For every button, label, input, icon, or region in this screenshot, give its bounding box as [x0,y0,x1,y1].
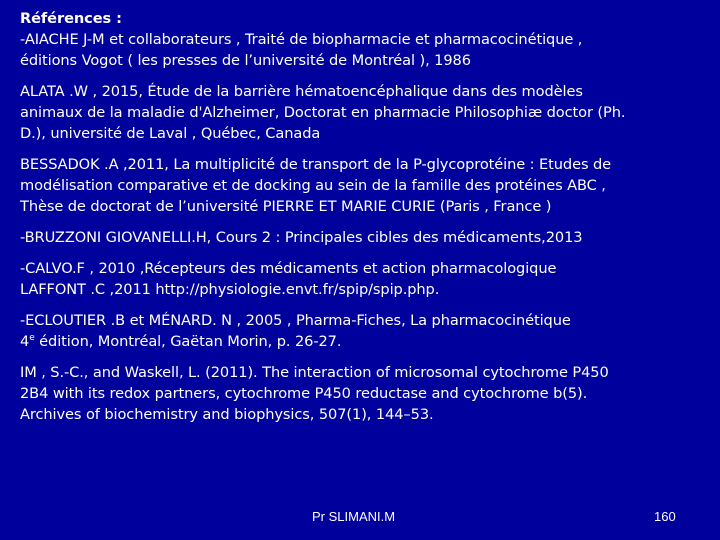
reference-line: -CALVO.F , 2010 ,Récepteurs des médicaments et action pharmacologique [20,260,557,277]
reference-line: Thèse de doctorat de l’université PIERRE ET MARIE CURIE (Paris , France ) [20,198,552,215]
reference-alata [20,81,710,144]
reference-bruzzoni [20,227,710,248]
edition-superscript: e [29,333,35,343]
footer-author: Pr SLIMANI.M [312,509,396,524]
page-number: 160 [654,509,676,524]
reference-edition-line [20,331,710,352]
reference-line: D.), université de Laval , Québec, Canada [20,125,321,142]
reference-line: BESSADOK .A ,2011, La multiplicité de transport de la P-glycoprotéine : Etudes de [20,156,612,173]
reference-line: Archives of biochemistry and biophysics, 507(1), 144–53. [20,406,434,423]
edition-details: édition, Montréal, Gaëtan Morin, p. 26-27. [34,333,342,350]
reference-line: éditions Vogot ( les presses de l’université de Montréal ), 1986 [20,52,471,69]
reference-line: -AIACHE J-M et collaborateurs , Traité de biopharmacie et pharmacocinétique , [20,31,583,48]
reference-line: modélisation comparative et de docking au sein de la famille des protéines ABC , [20,177,606,194]
reference-line: -BRUZZONI GIOVANELLI.H, Cours 2 : Principales cibles des médicaments,2013 [20,229,583,246]
reference-aiache [20,29,710,71]
references-heading: Références : [20,10,122,27]
reference-line: -ECLOUTIER .B et MÉNARD. N , 2005 , Pharma-Fiches, La pharmacocinétique [20,312,571,329]
reference-bessadok [20,154,710,217]
reference-line: animaux de la maladie d'Alzheimer, Doctorat en pharmacie Philosophiæ doctor (Ph. [20,104,626,121]
reference-line: 2B4 with its redox partners, cytochrome P450 reductase and cytochrome b(5). [20,385,588,402]
reference-im [20,362,710,425]
reference-ecloutier [20,310,710,352]
reference-calvo [20,258,710,300]
edition-number: 4 [20,333,30,350]
reference-line: IM , S.-C., and Waskell, L. (2011). The interaction of microsomal cytochrome P450 [20,364,609,381]
references-content [20,8,710,425]
reference-line: ALATA .W , 2015, Étude de la barrière hématoencéphalique dans des modèles [20,83,583,100]
reference-line: LAFFONT .C ,2011 http://physiologie.envt.fr/spip/spip.php. [20,281,440,298]
